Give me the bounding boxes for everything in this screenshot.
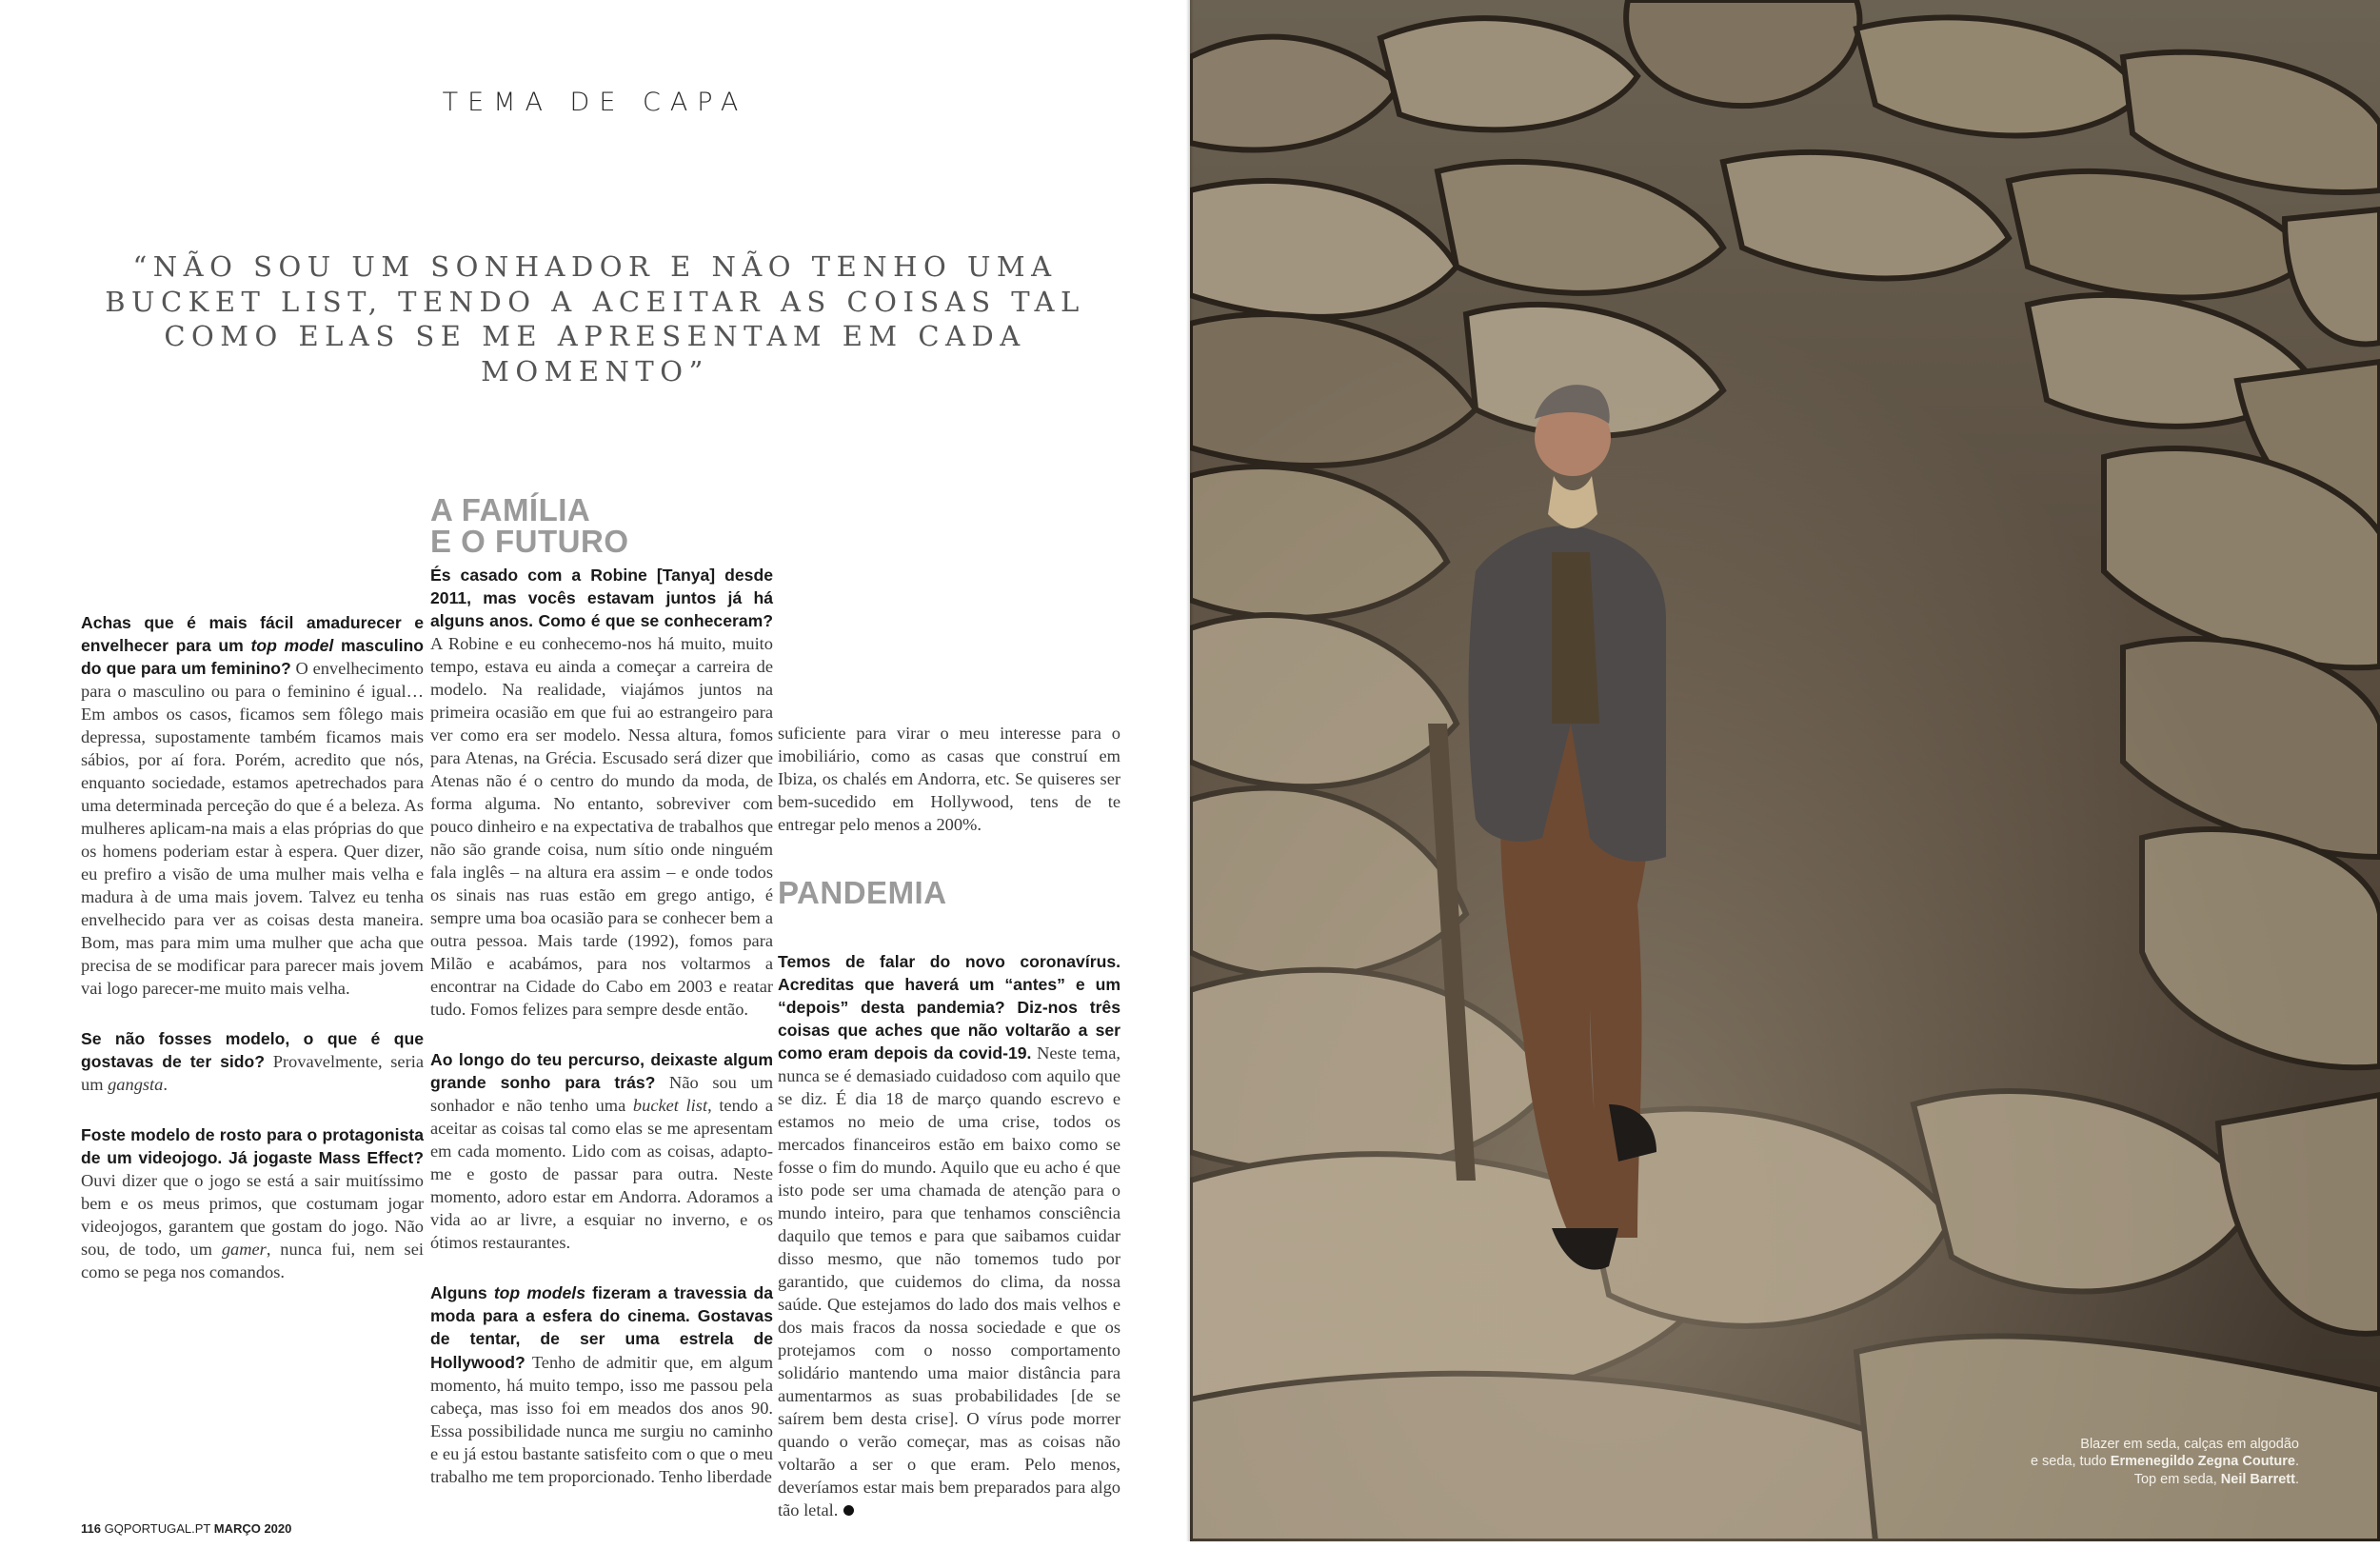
page-gutter bbox=[1186, 0, 1194, 1541]
qa-dreams bbox=[430, 1048, 773, 1254]
qa-aging bbox=[81, 611, 424, 1000]
section-heading-family bbox=[430, 494, 716, 557]
qa-videogame bbox=[81, 1123, 424, 1283]
caption-brand-barrett: Neil Barrett bbox=[2220, 1471, 2295, 1487]
caption-line-1: Blazer em seda, calças em algodão bbox=[2080, 1437, 2299, 1452]
answer: Provavelmente, seria um gangsta. bbox=[81, 1052, 424, 1095]
left-page bbox=[0, 0, 1190, 1541]
answer: Tenho de admitir que, em algum momento, há muito tempo, isso me passou pela cabeça, mas isso foi em meados dos anos 90. Essa possibilidade nunca me surgiu no caminho e eu já estou bastante satisfeito com o que o meu trabalho me tem proporcionado. Tenho liberdade bbox=[430, 1352, 773, 1486]
column-2 bbox=[430, 564, 773, 1516]
pull-quote: “NÃO SOU UM SONHADOR E NÃO TENHO UMA BUCKET LIST, TENDO A ACEITAR AS COISAS TAL COMO ELAS SE ME APRESENTAM EM CADA MOMENTO” bbox=[105, 250, 1085, 387]
photo-caption bbox=[1956, 1436, 2299, 1488]
question: És casado com a Robine [Tanya] desde 2011, mas vocês estavam juntos já há alguns anos. Como é que se conheceram? bbox=[430, 566, 773, 631]
column-3 bbox=[778, 722, 1121, 1549]
site-name: GQPORTUGAL.PT bbox=[104, 1521, 211, 1536]
caption-brand-zegna: Ermenegildo Zegna Couture bbox=[2110, 1454, 2295, 1470]
question: Alguns top models fizeram a travessia da moda para a esfera do cinema. Gostavas de tentar, de ser uma estrela de Hollywood? bbox=[430, 1283, 773, 1372]
section-label: TEMA DE CAPA bbox=[442, 88, 748, 117]
question: Se não fosses modelo, o que é que gostavas de ter sido? bbox=[81, 1029, 424, 1072]
answer: Não sou um sonhador e não tenho uma bucket list, tendo a aceitar as coisas tal como elas se me apresentam em cada momento. Lido com as coisas, adapto-me e gosto de passar para outra. Neste momento, adoro estar em Andorra. Adoramos a vida ao ar livre, a esquiar no inverno, e os ótimos restaurantes. bbox=[430, 1073, 774, 1253]
question: Achas que é mais fácil amadurecer e envelhecer para um top model masculino do que para um feminino? bbox=[81, 613, 424, 679]
question: Ao longo do teu percurso, deixaste algum grande sonho para trás? bbox=[430, 1050, 773, 1093]
issue-date: MARÇO 2020 bbox=[213, 1521, 292, 1536]
qa-marriage bbox=[430, 564, 773, 1021]
qa-hollywood bbox=[430, 1281, 773, 1487]
answer: A Robine e eu conhecemo-nos há muito, muito tempo, estava eu ainda a começar a carreira de modelo. Na realidade, viajámos juntos na primeira ocasião em que fui ao estrangeiro para ver como era ser modelo. Nessa altura, fomos para Atenas, na Grécia. Escusado será dizer que Atenas não é o centro do mundo da moda, de forma alguma. No entanto, sobreviver com pouco dinheiro e na expectativa de trabalhos que não são grande coisa, num sítio onde ninguém fala inglês – na altura era assim – e onde todos os sinais nas ruas estão em grego antigo, é sempre uma boa ocasião para se conhecer bem a outra pessoa. Mais tarde (1992), fomos para Milão e acabámos, para nos voltarmos a encontrar na Cidade do Cabo em 2003 e reatar tudo. Fomos felizes para sempre desde então. bbox=[430, 634, 773, 1020]
section-heading-pandemic: PANDEMIA bbox=[778, 875, 947, 910]
question: Temos de falar do novo coronavírus. Acreditas que haverá um “antes” e um “depois” desta pandemia? Diz-nos três coisas que aches que não voltarão a ser como eram depois da covid-19. bbox=[778, 952, 1121, 1063]
section-heading-family-line1: A FAMÍLIA bbox=[430, 492, 591, 527]
cover-photo bbox=[1190, 0, 2380, 1541]
end-mark bbox=[843, 1505, 854, 1516]
answer: Neste tema, nunca se é demasiado cuidadoso com aquilo que se diz. É dia 18 de março quando escrevo e estamos no meio de uma crise, todos os mercados financeiros estão em baixo como se fosse o fim do mundo. Aquilo que eu acho é que isto pode ser uma chamada de atenção para o mundo inteiro, para que tenhamos consciência daquilo que temos e para que saibamos cuidar disso mesmo, que não tomemos tudo por garantido, que cuidemos do clima, da nossa saúde. Que estejamos do lado dos mais velhos e dos mais fracos da nossa sociedade e que os protejamos com o nosso comportamento solidário mantendo uma maior distância para aumentarmos as suas probabilidades [de se saírem bem desta crise]. O vírus pode morrer quando o verão começar, mas as coisas não voltarão a ser o que eram. Pelo menos, deveríamos estar mais bem preparados para algo tão letal. bbox=[778, 1043, 1121, 1520]
column-1 bbox=[81, 611, 424, 1311]
rocky-coast-photo bbox=[1190, 0, 2380, 1541]
continued-text: suficiente para virar o meu interesse para o imobiliário, como as casas que construí em Ibiza, os chalés em Andorra, etc. Se quiseres ser bem-sucedido em Hollywood, tens de te entregar pelo menos a 200%. bbox=[778, 724, 1121, 835]
page-number: 116 bbox=[81, 1521, 101, 1536]
question: Foste modelo de rosto para o protagonista de um videojogo. Já jogaste Mass Effect? bbox=[81, 1125, 424, 1168]
answer: Ouvi dizer que o jogo se está a sair muitíssimo bem e os meus primos, que costumam jogar videojogos, garantem que gostam do jogo. Não sou, de todo, um gamer, nunca fui, nem sei como se pega nos comandos. bbox=[81, 1171, 424, 1282]
caption-line-2: e seda, tudo Ermenegildo Zegna Couture. bbox=[2030, 1454, 2299, 1470]
qa-pandemic bbox=[778, 950, 1121, 1521]
answer: O envelhecimento para o masculino ou para o feminino é igual… Em ambos os casos, ficamos sem fôlego mais depressa, supostamente também ficamos mais sábios, por aí fora. Porém, acredito que nós, enquanto sociedade, estamos apetrechados para uma determinada perceção do que é a beleza. As mulheres aplicam-na mais a elas próprias do que os homens poderiam estar à espera. Quer dizer, eu prefiro a visão de uma mulher mais velha e madura à de uma mais jovem. Talvez eu tenha envelhecido para ver as coisas desta maneira. Bom, mas para mim uma mulher que acha que precisa de se modificar para parecer mais jovem vai logo parecer-me muito mais velha. bbox=[81, 659, 424, 999]
section-heading-family-line2: E O FUTURO bbox=[430, 524, 629, 559]
qa-career bbox=[81, 1027, 424, 1096]
page-footer bbox=[81, 1521, 291, 1536]
caption-line-3: Top em seda, Neil Barrett. bbox=[2133, 1471, 2299, 1487]
